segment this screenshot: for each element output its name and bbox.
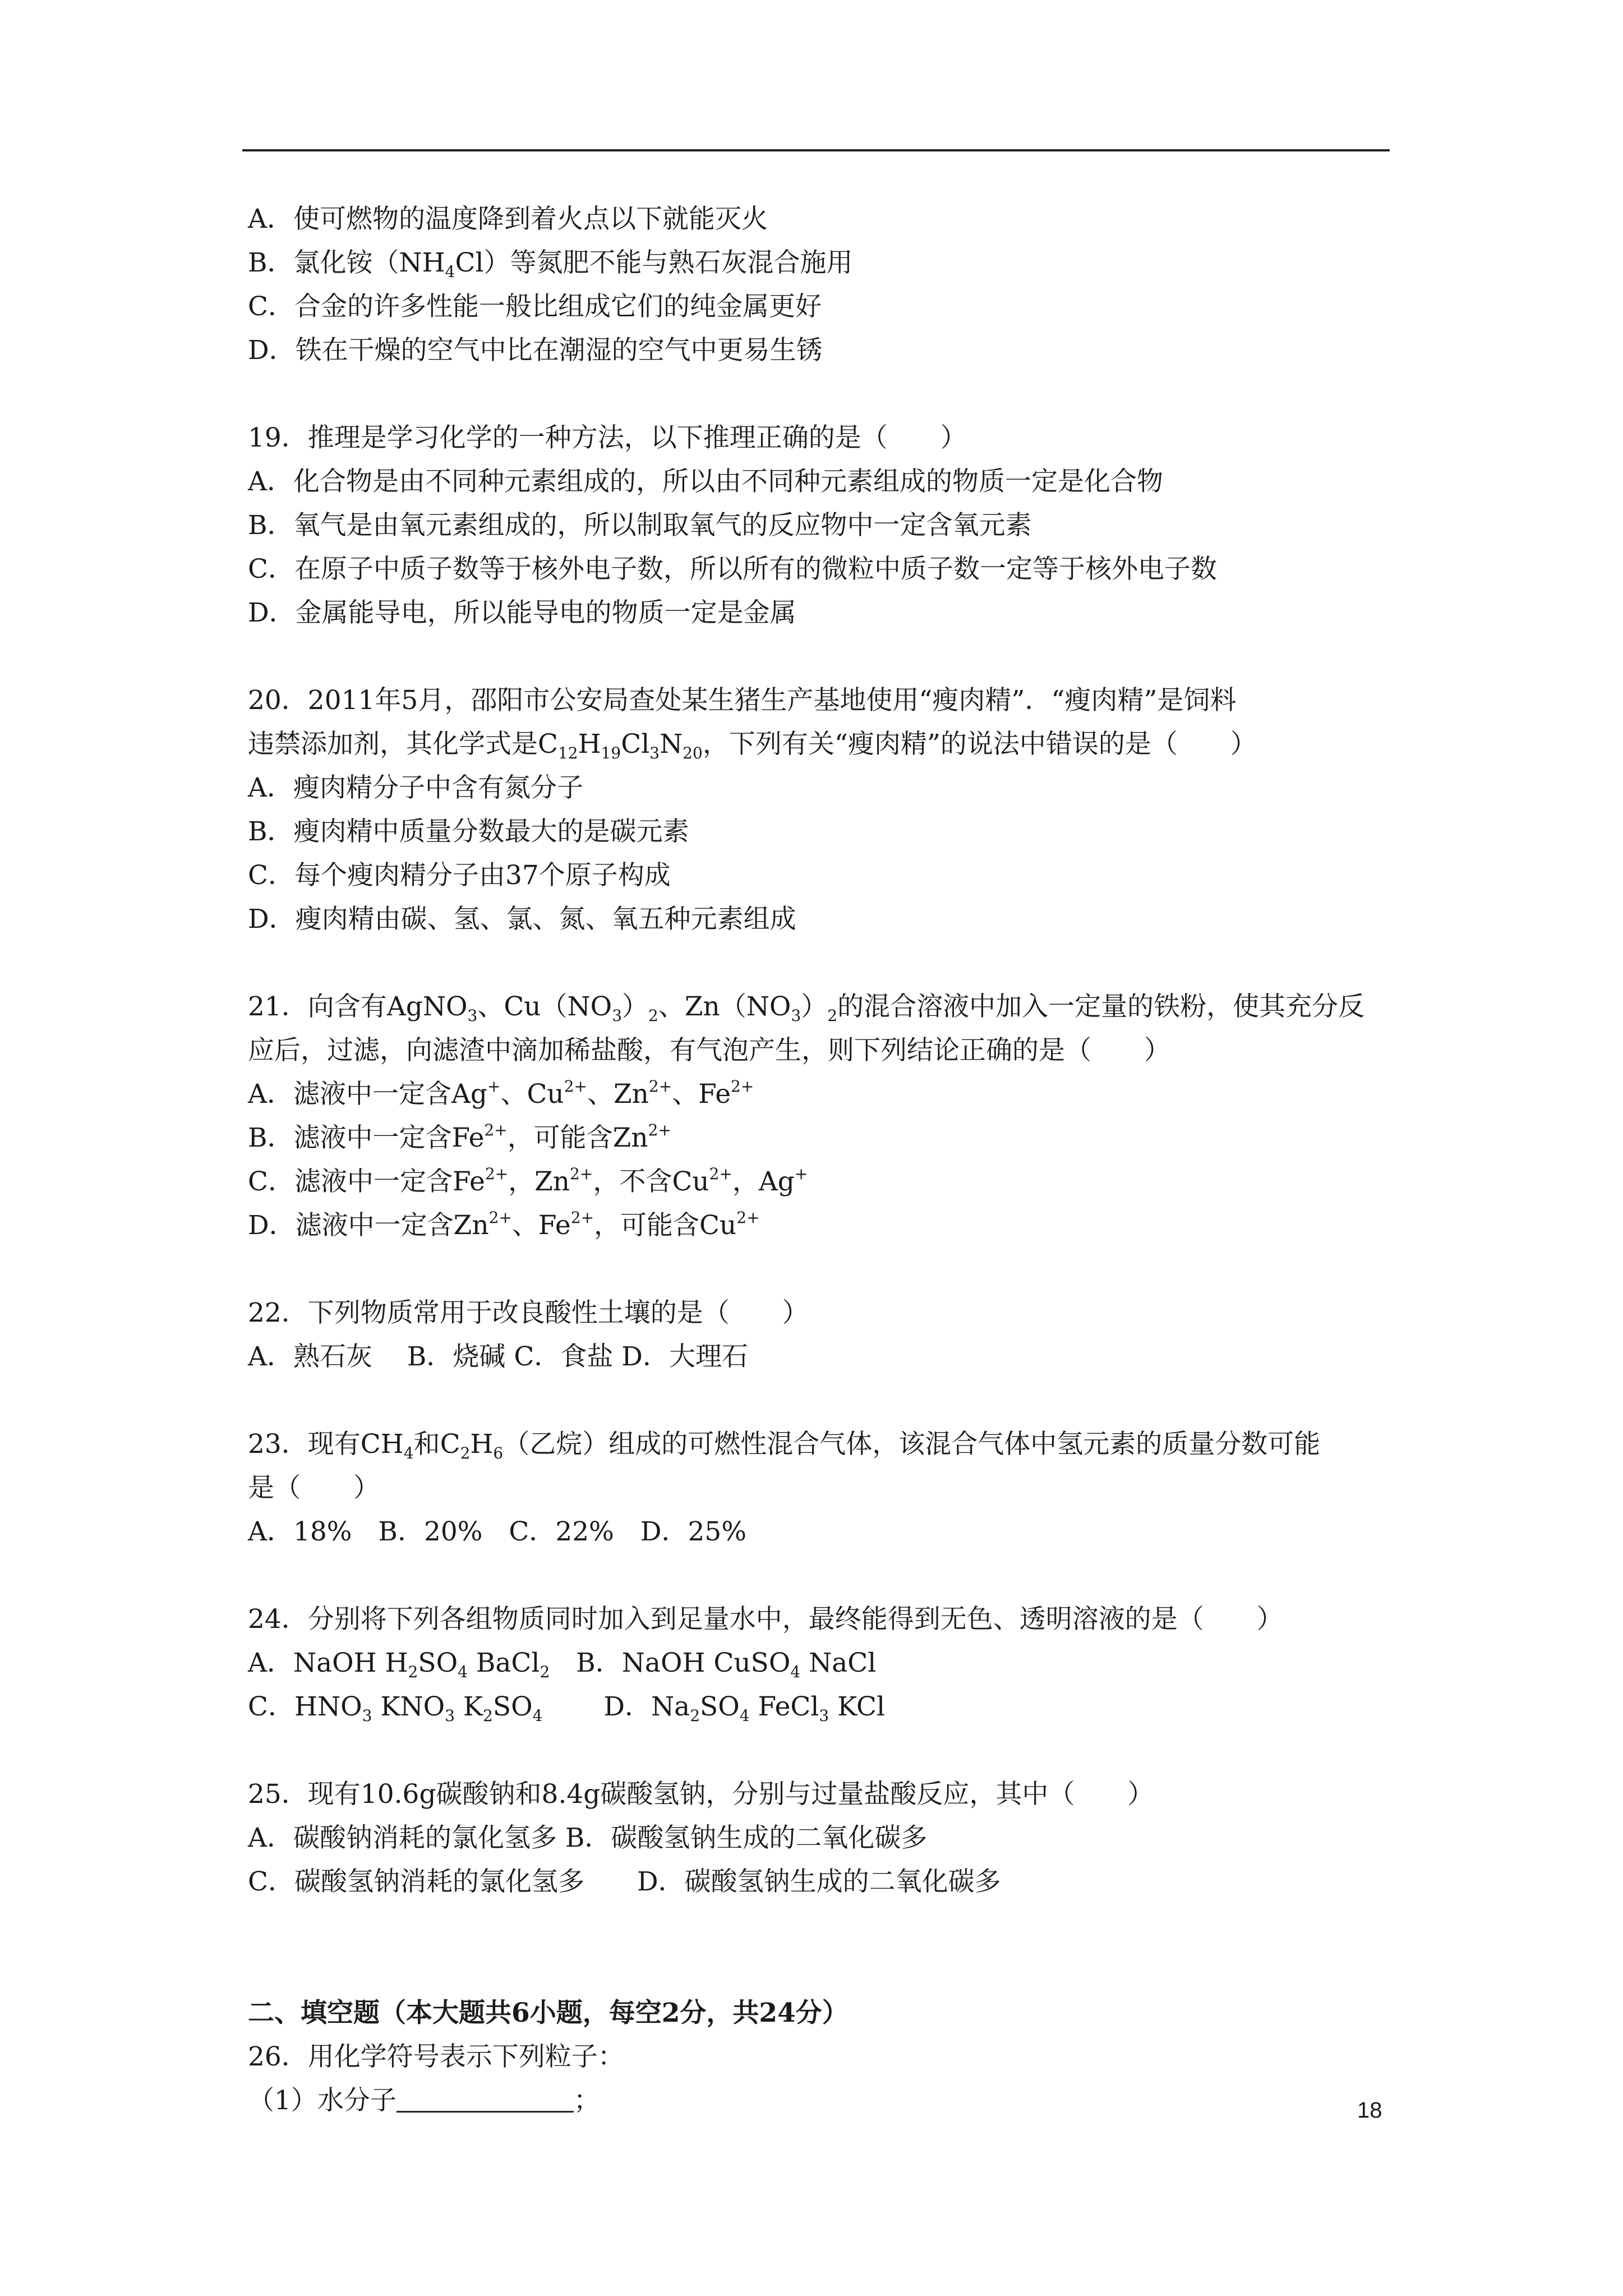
q23-stem-line1: 23．现有$CH_4$和$C_2H_6$（乙烷）组成的可燃性混合气体，该混合气体中氢元素的质量分数可能 [248,1429,1321,1462]
q18-option-d: D．铁在干燥的空气中比在潮湿的空气中更易生锈 [248,335,823,366]
q23-stem-line2: 是（ ） [248,1473,380,1503]
q18-option-a: A．使可燃物的温度降到着火点以下就能灭火 [248,204,768,234]
q21-stem-line1: 21．向含有AgNO$_3$、$Cu(NO_3)_2$、$Zn(NO_3)_2$的混合溶液中加入一定量的铁粉，使其充分反 [248,991,1365,1025]
q19-option-b: B．氧气是由氧元素组成的，所以制取氧气的反应物中一定含氧元素 [248,510,1032,541]
q21-option-a: A．滤液中一定含Ag+、$Cu^{2+}$、$Zn^{2+}$、$Fe^{2+}$ [248,1077,754,1110]
q21-stem-line2: 应后，过滤，向滤渣中滴加稀盐酸，有气泡产生，则下列结论正确的是（ ） [248,1035,1170,1066]
q21-option-c: C．滤液中一定含$Fe^{2+}$，$Zn^{2+}$，不含$Cu^{2+}$，Ag+ [248,1165,808,1197]
q19-stem: 19．推理是学习化学的一种方法，以下推理正确的是（ ） [248,422,967,453]
q20-option-b: B．瘦肉精中质量分数最大的是碳元素 [248,816,689,847]
q20-option-d: D．瘦肉精由碳、氢、氯、氮、氧五种元素组成 [248,904,796,935]
page-body [248,197,1392,2123]
q25-options-ab: A．碳酸钠消耗的氯化氢多 B．碳酸氢钠生成的二氧化碳多 [248,1823,928,1853]
section-2-heading: 二、填空题（本大题共6小题，每空2分，共24分） [248,1998,849,2028]
q22-stem: 22．下列物质常用于改良酸性土壤的是（ ） [248,1297,809,1328]
page-number: 18 [1357,2098,1382,2123]
q25-options-cd: C．碳酸氢钠消耗的氯化氢多 D．碳酸氢钠生成的二氧化碳多 [248,1866,1001,1897]
q19-option-a: A．化合物是由不同种元素组成的，所以由不同种元素组成的物质一定是化合物 [248,466,1163,497]
q22-options: A．熟石灰 B．烧碱 C．食盐 D．大理石 [248,1341,748,1372]
q24-options-cd: C．$HNO_3$ $KNO_3$ $K_2SO_4$ D．$Na_2SO_4$ FeCl$_3$ KCl [248,1691,886,1725]
q26-stem: 26．用化学符号表示下列粒子： [248,2041,624,2072]
q19-option-d: D．金属能导电，所以能导电的物质一定是金属 [248,597,796,628]
q21-option-d: D．滤液中一定含$Zn^{2+}$、$Fe^{2+}$，可能含$Cu^{2+}$ [248,1208,760,1241]
q26-part-1: （1）水分子 ； [248,2079,1392,2123]
q24-stem: 24．分别将下列各组物质同时加入到足量水中，最终能得到无色、透明溶液的是（ ） [248,1604,1283,1635]
q23-options: A．18% B．20% C．22% D．25% [248,1516,746,1547]
header-rule [242,149,1390,151]
q18-option-b: B．氯化铵$(NH_4Cl)$等氮肥不能与熟石灰混合施用 [248,247,853,281]
q20-stem-line2: 违禁添加剂，其化学式是$C_{12}H_{19}Cl_3N_{20}$，下列有关“瘦肉精”的说法中错误的是（ ） [248,729,1257,762]
q21-option-b: B．滤液中一定含$Fe^{2+}$，可能含$Zn^{2+}$ [248,1121,671,1153]
q18-option-c: C．合金的许多性能一般比组成它们的纯金属更好 [248,291,822,322]
q20-option-a: A．瘦肉精分子中含有氮分子 [248,772,583,803]
answer-blank[interactable] [396,2083,574,2113]
q25-stem: 25．现有10.6g碳酸钠和8.4g碳酸氢钠，分别与过量盐酸反应，其中（ ） [248,1779,1154,1810]
q20-option-c: C．每个瘦肉精分子由37个原子构成 [248,860,671,891]
q19-option-c: C．在原子中质子数等于核外电子数，所以所有的微粒中质子数一定等于核外电子数 [248,554,1217,585]
q24-options-ab: A．NaOH $H_2SO_4$ BaCl$_2$ B．NaOH CuSO$_4$ NaCl [248,1648,877,1681]
q20-stem-line1: 20．2011年5月，邵阳市公安局查处某生猪生产基地使用“瘦肉精”．“瘦肉精”是饲料 [248,685,1237,716]
